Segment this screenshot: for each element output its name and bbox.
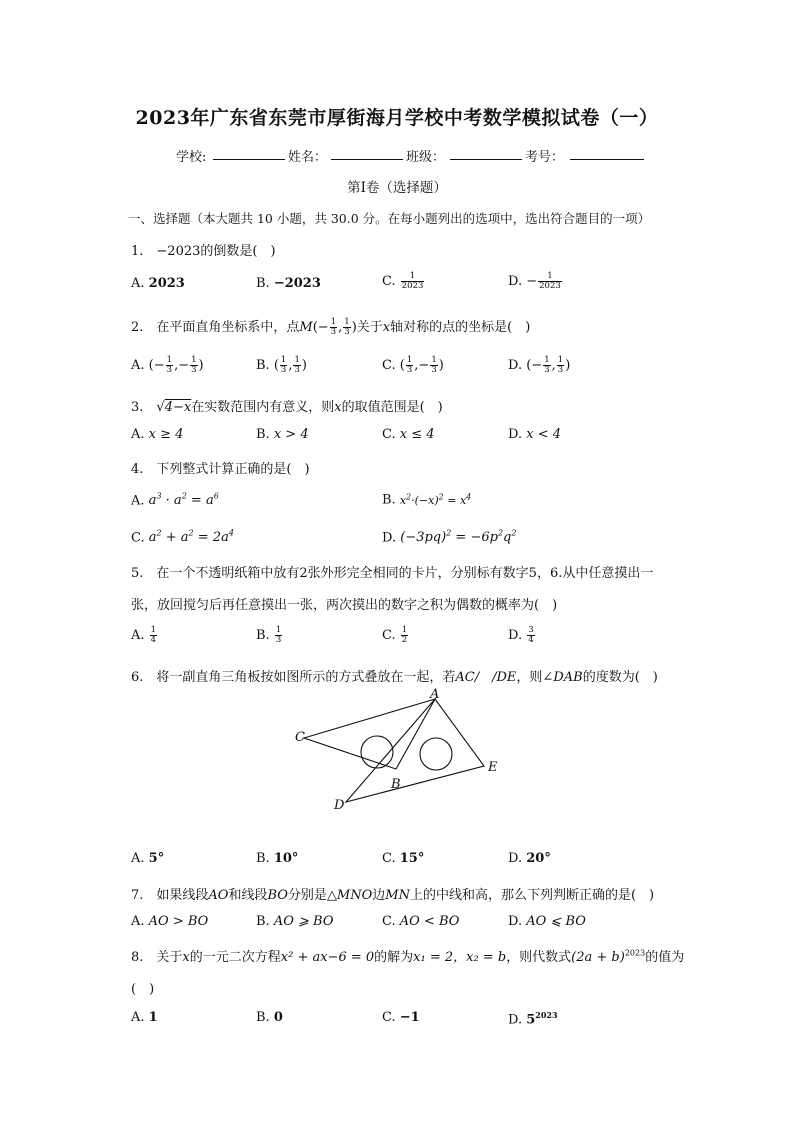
q7-option-d[interactable]: D. AO ⩽ BO bbox=[508, 914, 586, 929]
q1-option-b[interactable]: B. −2023 bbox=[256, 276, 321, 291]
question-3-stem: 3. √4−x在实数范围内有意义，则x的取值范围是( ) bbox=[131, 400, 443, 415]
q4-option-b[interactable]: B. $x^2\cdot(-x)^2 = x^4$ bbox=[382, 492, 472, 508]
q2-option-c[interactable]: C. ( $\frac{1}{3}$ ,− $\frac{1}{3}$ ) bbox=[382, 355, 444, 375]
label-E: E bbox=[488, 760, 498, 775]
part-title: 第Ⅰ卷（选择题） bbox=[347, 180, 447, 196]
triangle-ACB bbox=[304, 699, 435, 769]
q3-option-d[interactable]: D. x < 4 bbox=[508, 427, 561, 442]
q4-option-a[interactable]: A. $a^3 \cdot a^2 = a^6$ bbox=[131, 492, 219, 509]
q5-option-b[interactable]: B. $\frac{1}{3}$ bbox=[256, 625, 282, 645]
q5-option-a[interactable]: A. $\frac{1}{4}$ bbox=[131, 625, 157, 645]
left-circle-hole bbox=[361, 736, 393, 768]
q2-option-a[interactable]: A. (− $\frac{1}{3}$ ,− $\frac{1}{3}$ ) bbox=[131, 355, 204, 375]
question-4-stem: 4. 下列整式计算正确的是( ) bbox=[131, 462, 310, 477]
q1-option-d[interactable]: D. − $\frac{1}{2023}$ bbox=[508, 271, 561, 291]
exam-number-blank[interactable] bbox=[570, 159, 644, 160]
q3-option-a[interactable]: A. x ≥ 4 bbox=[131, 427, 184, 442]
q8-option-d[interactable]: D. $5^{2023}$ bbox=[508, 1010, 558, 1028]
question-6-stem: 6. 将一副直角三角板按如图所示的方式叠放在一起，若AC/ /DE，则∠DAB的度数为( ) bbox=[131, 670, 658, 685]
q5-option-d[interactable]: D. $\frac{3}{4}$ bbox=[508, 625, 534, 645]
name-blank[interactable] bbox=[331, 159, 403, 160]
class-label: 班级： bbox=[406, 150, 446, 165]
q4-option-c[interactable]: C. $a^2 + a^2 = 2a^4$ bbox=[131, 529, 234, 546]
label-C: C bbox=[295, 730, 305, 745]
q2-option-d[interactable]: D. (− $\frac{1}{3}$ , $\frac{1}{3}$ ) bbox=[508, 355, 571, 375]
section-header: 一、选择题（本大题共 10 小题，共 30.0 分。在每小题列出的选项中，选出符合题目的一项） bbox=[128, 211, 651, 226]
label-B: B bbox=[391, 777, 401, 792]
q6-option-a[interactable]: A. 5° bbox=[131, 851, 165, 866]
q4-option-d[interactable]: D. $(-3pq)^2 = -6p^2q^2$ bbox=[382, 529, 517, 546]
right-circle-hole bbox=[420, 738, 452, 770]
q1-option-c[interactable]: C. $\frac{1}{2023}$ bbox=[382, 271, 424, 291]
q2-option-b[interactable]: B. ( $\frac{1}{3}$ , $\frac{1}{3}$ ) bbox=[256, 355, 307, 375]
exam-number-label: 考号： bbox=[525, 150, 565, 165]
question-5-stem-line2: 张，放回搅匀后再任意摸出一张，两次摸出的数字之积为偶数的概率为( ) bbox=[131, 598, 558, 613]
q6-option-c[interactable]: C. 15° bbox=[382, 851, 425, 866]
paper-title: 2023年广东省东莞市厚街海月学校中考数学模拟试卷（一） bbox=[135, 107, 659, 129]
triangle-figure bbox=[292, 688, 512, 818]
q3-option-b[interactable]: B. x > 4 bbox=[256, 427, 309, 442]
q8-option-c[interactable]: C. −1 bbox=[382, 1010, 420, 1025]
q3-option-c[interactable]: C. x ≤ 4 bbox=[382, 427, 435, 442]
question-8-stem-line2: ( ) bbox=[131, 982, 155, 997]
question-7-stem: 7. 如果线段AO和线段BO分别是△MNO边MN上的中线和高，那么下列判断正确的是( ) bbox=[131, 888, 655, 903]
q7-option-c[interactable]: C. AO < BO bbox=[382, 914, 460, 929]
q5-option-c[interactable]: C. $\frac{1}{2}$ bbox=[382, 625, 408, 645]
sqrt-icon: √ bbox=[156, 400, 165, 415]
question-1-stem: 1. −2023的倒数是( ) bbox=[131, 244, 276, 259]
class-blank[interactable] bbox=[450, 159, 522, 160]
q7-option-a[interactable]: A. AO > BO bbox=[131, 914, 209, 929]
label-D: D bbox=[334, 798, 345, 813]
q7-option-b[interactable]: B. AO ⩾ BO bbox=[256, 914, 334, 929]
school-label: 学校: bbox=[176, 150, 207, 165]
q6-option-b[interactable]: B. 10° bbox=[256, 851, 299, 866]
triangle-ADE bbox=[346, 699, 484, 802]
question-8-stem-line1: 8. 关于x的一元二次方程x² + ax−6 = 0的解为x₁ = 2，x₂ = b，则代数式$(2a + b)^{2023}$的值为 bbox=[131, 948, 685, 965]
q8-option-b[interactable]: B. 0 bbox=[256, 1010, 283, 1025]
name-label: 姓名： bbox=[288, 150, 328, 165]
q8-option-a[interactable]: A. 1 bbox=[131, 1010, 158, 1025]
q1-option-a[interactable]: A. 2023 bbox=[131, 276, 185, 291]
question-5-stem-line1: 5. 在一个不透明纸箱中放有2张外形完全相同的卡片，分别标有数字5，6.从中任意摸出一 bbox=[131, 566, 654, 581]
q6-option-d[interactable]: D. 20° bbox=[508, 851, 551, 866]
school-blank[interactable] bbox=[213, 159, 285, 160]
label-A: A bbox=[430, 688, 440, 702]
question-2-stem: 2. 在平面直角坐标系中，点M(− $\frac{1}{3}$ , $\frac{1}{3}$ )关于x轴对称的点的坐标是( ) bbox=[131, 317, 531, 337]
